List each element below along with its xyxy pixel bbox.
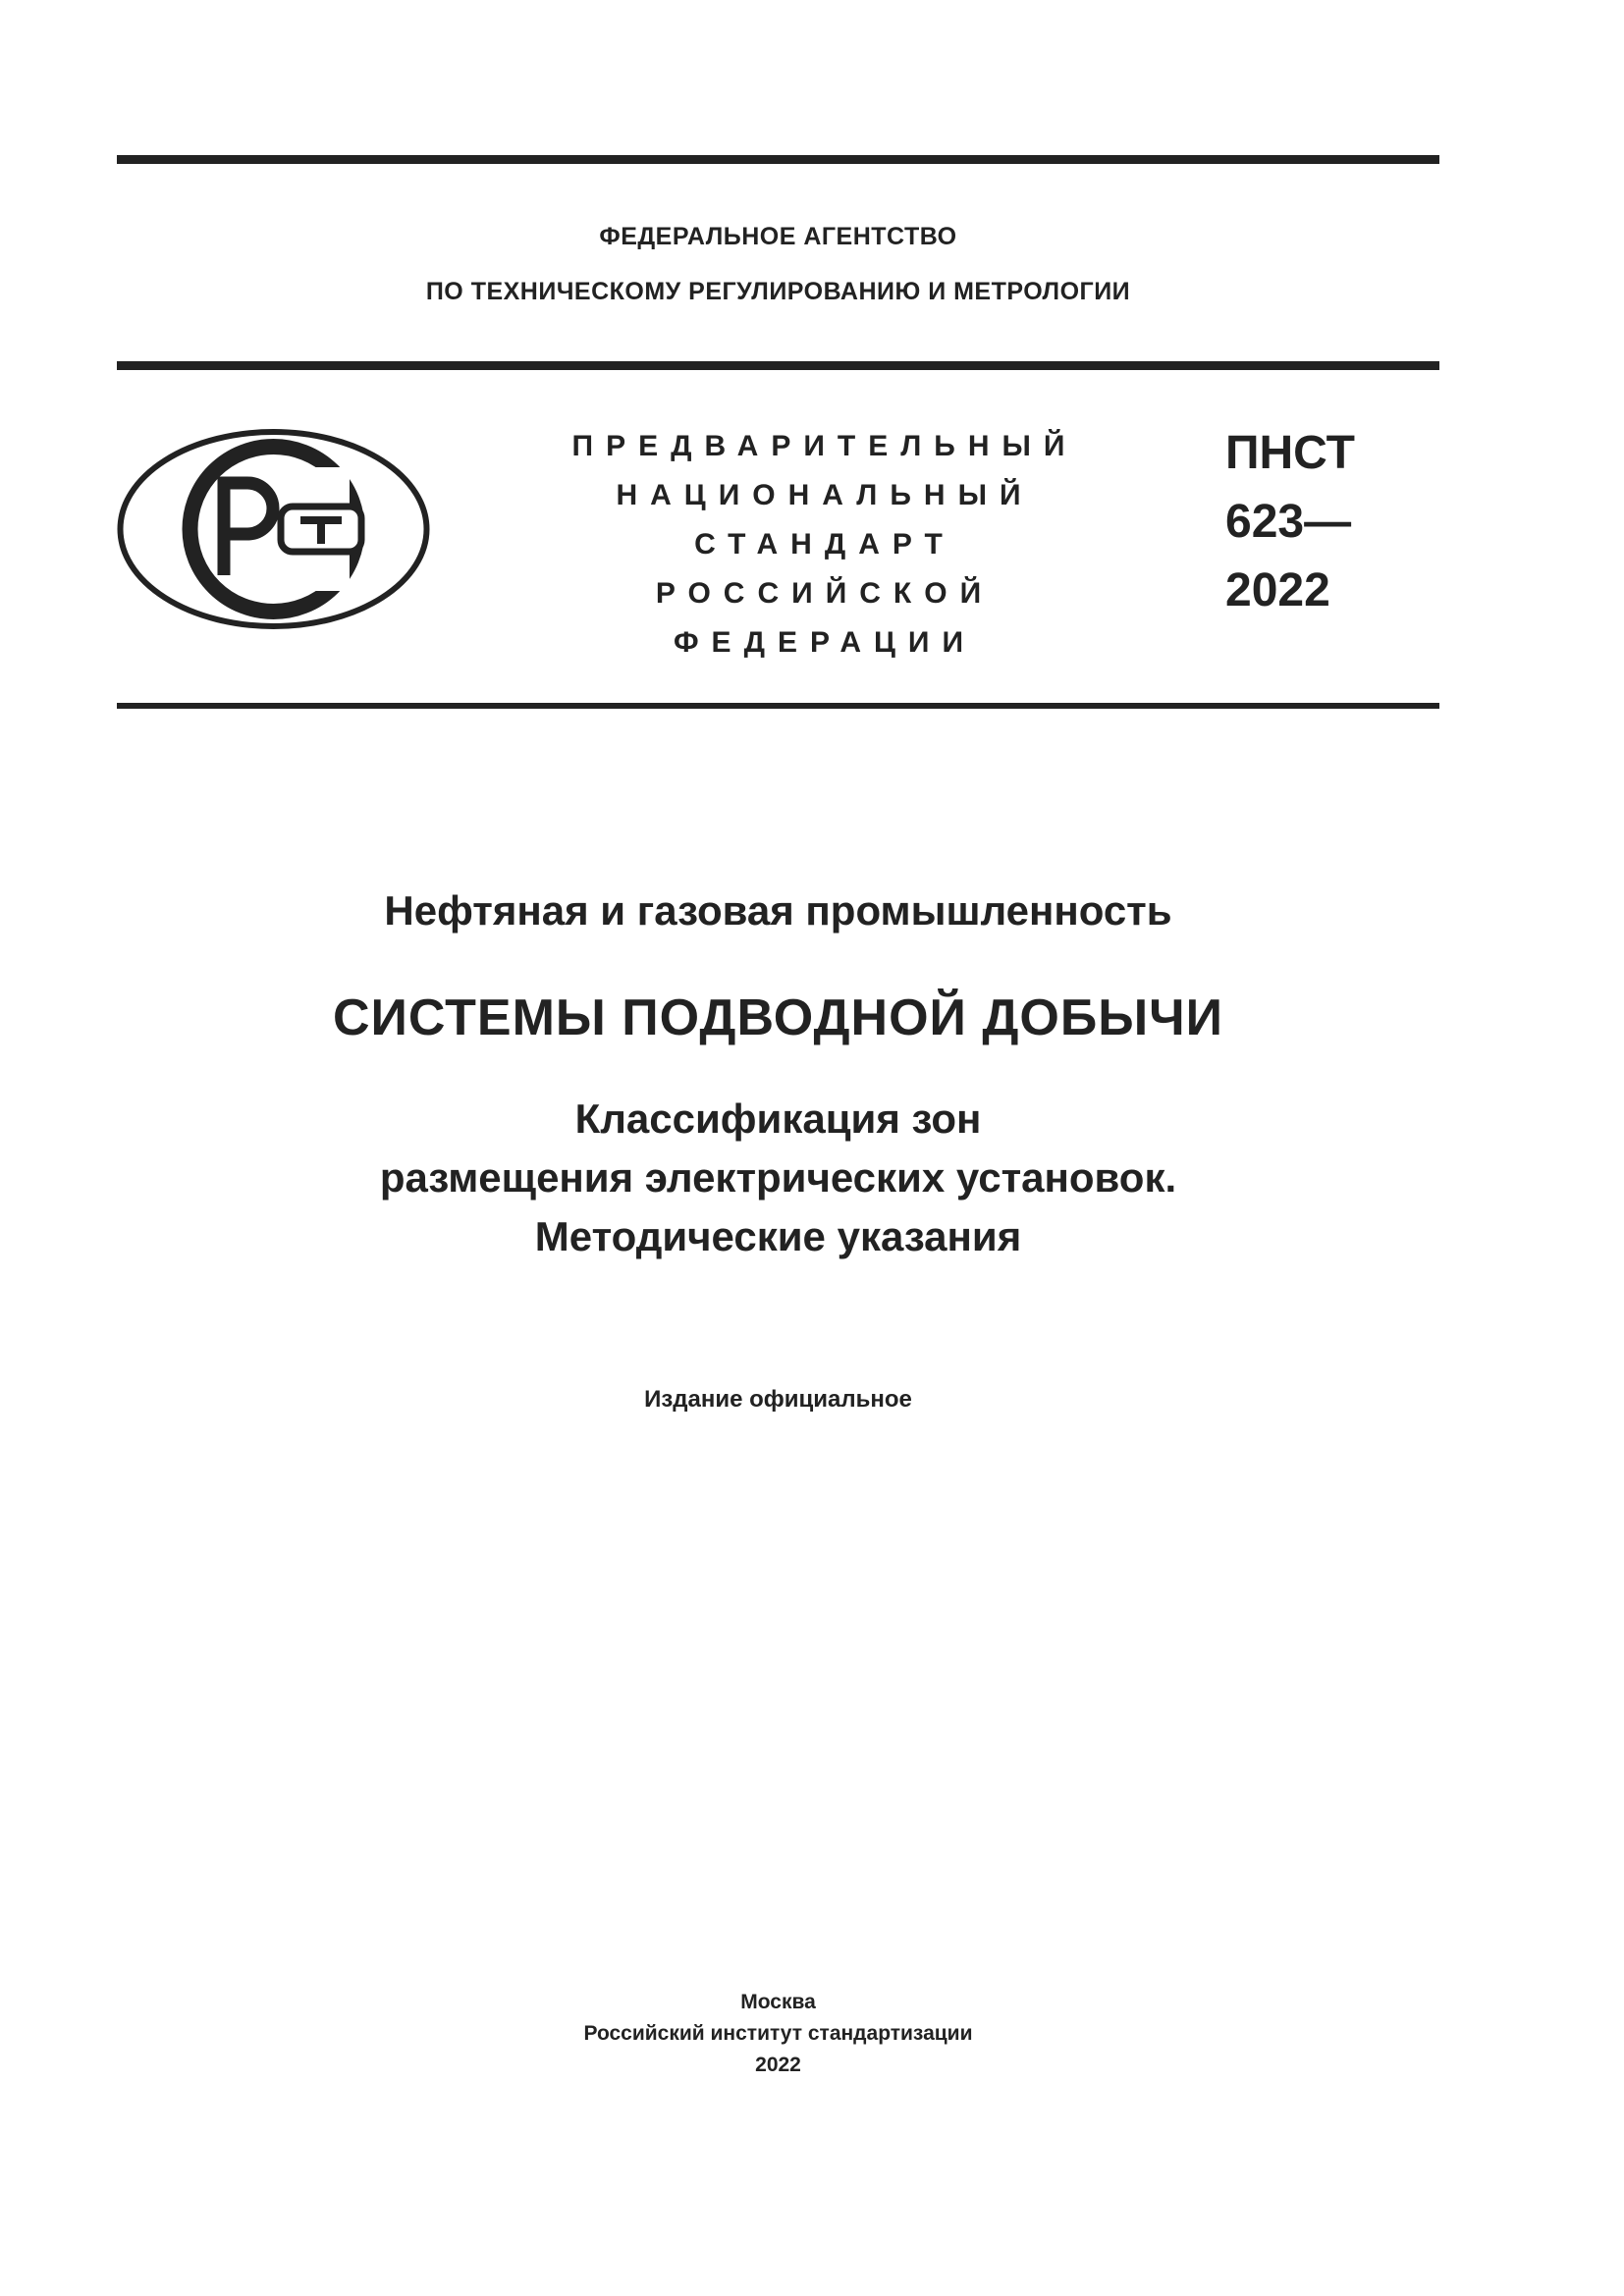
agency-line-1: ФЕДЕРАЛЬНОЕ АГЕНТСТВО [599, 223, 957, 250]
standard-number [1225, 419, 1355, 625]
top-rule [117, 155, 1439, 164]
main-title: СИСТЕМЫ ПОДВОДНОЙ ДОБЫЧИ [332, 989, 1224, 1046]
standard-number-line: 623— [1225, 496, 1352, 548]
imprint-year: 2022 [755, 2054, 801, 2076]
imprint-city: Москва [740, 1991, 816, 2013]
standard-type-line: ПРЕДВАРИТЕЛЬНЫЙ [571, 430, 1078, 462]
standard-number-line: ПНСТ [1225, 427, 1355, 479]
standard-type-line: РОССИЙСКОЙ [655, 577, 995, 610]
industry-title: Нефтяная и газовая промышленность [384, 887, 1172, 934]
standard-type-line: СТАНДАРТ [694, 528, 955, 561]
subtitle-line: размещения электрических установок. [379, 1154, 1177, 1201]
imprint-publisher: Российский институт стандартизации [583, 2022, 973, 2045]
bottom-rule [117, 703, 1439, 709]
imprint [117, 1987, 1439, 2081]
subtitle-line: Классификация зон [574, 1095, 982, 1142]
standard-type [530, 422, 1119, 667]
standard-type-line: НАЦИОНАЛЬНЫЙ [616, 479, 1034, 511]
subtitle [117, 1090, 1439, 1266]
agency-line-2: ПО ТЕХНИЧЕСКОМУ РЕГУЛИРОВАНИЮ И МЕТРОЛОГИИ [425, 278, 1131, 305]
standard-number-line: 2022 [1225, 564, 1330, 616]
standard-type-line: ФЕДЕРАЦИИ [673, 626, 977, 659]
middle-rule [117, 361, 1439, 370]
edition-label: Издание официальное [644, 1386, 912, 1413]
subtitle-line: Методические указания [534, 1213, 1022, 1259]
rst-logo-icon [116, 428, 431, 630]
